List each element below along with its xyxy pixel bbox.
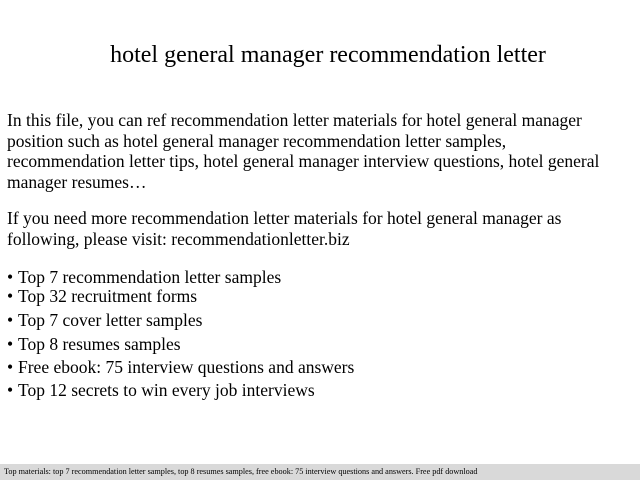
- intro-paragraph: [7, 110, 599, 192]
- list-item-text: Top 32 recruitment forms: [18, 286, 198, 306]
- bullet-icon: •: [7, 286, 14, 306]
- intro-line: position such as hotel general manager recommendation letter samples,: [7, 130, 507, 151]
- bullet-icon: •: [7, 357, 14, 377]
- more-info-paragraph: [7, 208, 561, 249]
- bullet-icon: •: [7, 267, 14, 287]
- footer-bar: Top materials: top 7 recommendation letter samples, top 8 resumes samples, free ebook: 75 interview questions and answers. Free pdf download: [0, 464, 640, 480]
- list-item-text: Top 12 secrets to win every job interviews: [18, 380, 315, 400]
- list-item: [7, 357, 354, 377]
- intro-line: recommendation letter tips, hotel general manager interview questions, hotel general: [7, 151, 600, 171]
- bullet-icon: •: [7, 380, 14, 400]
- bullet-icon: •: [7, 310, 14, 330]
- intro-line: In this file, you can ref recommendation letter materials for hotel general manager: [7, 110, 582, 130]
- list-item: [7, 310, 202, 330]
- list-item-text: Free ebook: 75 interview questions and answers: [18, 357, 355, 377]
- list-item-text: Top 7 recommendation letter samples: [18, 267, 282, 287]
- document-title: hotel general manager recommendation letter: [110, 42, 546, 68]
- more-info-line: If you need more recommendation letter materials for hotel general manager as: [7, 208, 562, 228]
- intro-line: manager resumes…: [7, 171, 147, 192]
- bullet-icon: •: [7, 334, 14, 354]
- list-item: [7, 380, 315, 400]
- list-item-text: Top 7 cover letter samples: [18, 310, 203, 330]
- more-info-line: following, please visit: recommendationletter.biz: [7, 228, 350, 249]
- list-item: [7, 267, 281, 287]
- list-item-text: Top 8 resumes samples: [18, 334, 181, 354]
- list-item: [7, 334, 181, 354]
- list-item: [7, 286, 197, 306]
